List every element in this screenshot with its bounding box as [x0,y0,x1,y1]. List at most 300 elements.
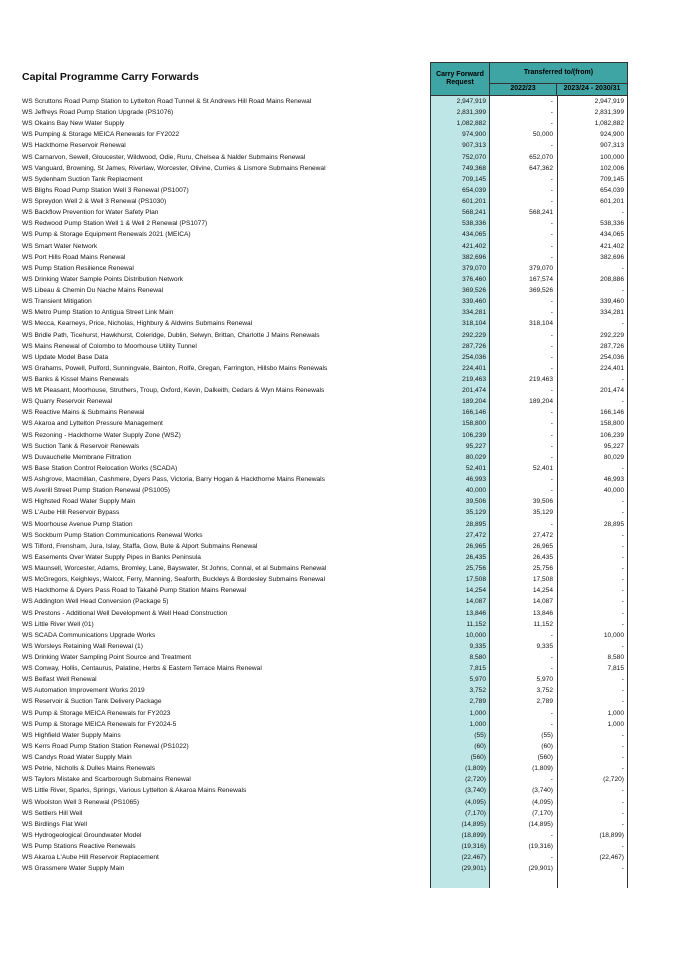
project-name-cell: WS Settlers Hill Well [22,809,83,817]
year-2022-23-cell: 568,241 [529,209,553,217]
year-2022-23-cell: - [550,776,553,784]
year-2023-2031-cell: - [621,865,624,873]
year-2023-2031-cell: 382,696 [600,253,624,261]
carry-forward-cell: (18,899) [461,831,486,839]
table-row [0,241,675,252]
year-2022-23-cell: (60) [541,742,553,750]
year-2023-2031-header: 2023/24 - 2030/31 [557,84,628,96]
project-name-cell: WS Kerrs Road Pump Station Station Renewal (PS1022) [22,742,189,750]
year-2023-2031-cell: (18,899) [599,831,624,839]
carry-forward-cell: 201,474 [462,387,486,395]
table-row [0,330,675,341]
table-row [0,129,675,140]
table-row [0,385,675,396]
carry-forward-cell: 421,402 [462,242,486,250]
project-name-cell: WS Port Hills Road Mains Renewal [22,253,126,261]
year-2023-2031-cell: - [621,542,624,550]
project-name-cell: WS Moorhouse Avenue Pump Station [22,520,133,528]
year-2022-23-cell: - [550,431,553,439]
year-2023-2031-cell: 10,000 [603,631,624,639]
table-row [0,318,675,329]
year-2023-2031-cell: (22,467) [599,854,624,862]
project-name-cell: WS Averill Street Pump Station Renewal (PS1005) [22,487,170,495]
year-2023-2031-cell: 601,201 [600,198,624,206]
project-name-cell: WS Duvauchelle Membrane Filtration [22,453,132,461]
project-name-cell: WS Mt Pleasant, Moorhouse, Struthers, Troup, Oxford, Kevin, Dalkeith, Cedars & Wyn Mains Renewals [22,387,325,395]
year-2023-2031-cell: 254,036 [600,353,624,361]
carry-forward-cell: (560) [470,754,486,762]
year-2023-2031-cell: - [621,809,624,817]
project-name-cell: WS Automation Improvement Works 2019 [22,687,145,695]
table-row [0,852,675,863]
project-name-cell: WS Addington Well Head Conversion (Package 5) [22,598,169,606]
project-name-cell: WS Pump & Storage MEICA Renewals for FY2023 [22,709,171,717]
table-row [0,608,675,619]
table-row [0,174,675,185]
year-2022-23-cell: - [550,342,553,350]
project-name-cell: WS Woolston Well 3 Renewal (PS1065) [22,798,140,806]
table-row [0,785,675,796]
carry-forward-cell: (1,809) [465,765,486,773]
project-name-cell: WS Transient Mitigation [22,298,92,306]
year-2022-23-cell: 14,087 [532,598,553,606]
table-row [0,474,675,485]
carry-forward-cell: (14,895) [461,820,486,828]
year-2023-2031-cell: 654,039 [600,186,624,194]
year-2022-23-cell: - [550,720,553,728]
project-name-cell: WS Ashgrove, Macmillan, Cashmere, Dyers Pass, Victoria, Barry Hogan & Hackthorne Mains Renewals [22,476,325,484]
project-name-cell: WS Jeffreys Road Pump Station Upgrade (PS1076) [22,109,174,117]
year-2023-2031-cell: - [621,509,624,517]
carry-forward-cell: (22,467) [461,854,486,862]
year-2023-2031-cell: - [621,787,624,795]
year-2022-23-cell: - [550,309,553,317]
year-2022-23-cell: 25,756 [532,565,553,573]
carry-forward-cell: 254,036 [462,353,486,361]
year-2023-2031-cell: - [621,209,624,217]
carry-forward-cell: (29,901) [461,865,486,873]
year-2023-2031-cell: - [621,287,624,295]
carry-forward-cell: 1,000 [469,709,486,717]
year-2023-2031-cell: 1,082,882 [594,120,624,128]
year-2022-23-cell: - [550,654,553,661]
carry-forward-cell: 2,789 [469,698,486,706]
carry-forward-cell: (19,316) [461,843,486,851]
project-name-cell: WS Sydenham Suction Tank Replacment [22,175,143,183]
project-name-cell: WS Quarry Reservoir Renewal [22,398,113,406]
year-2022-23-cell: - [550,331,553,339]
year-2023-2031-cell: - [621,609,624,617]
project-name-cell: WS Sockburn Pump Station Communications Renewal Works [22,531,203,539]
table-row [0,396,675,407]
carry-forward-cell: 434,065 [462,231,486,239]
year-2022-23-cell: 50,000 [532,131,553,139]
table-row [0,730,675,741]
carry-forward-cell: 2,831,399 [456,109,486,117]
year-2022-23-cell: (14,895) [528,820,553,828]
year-2023-2031-cell: - [621,376,624,383]
table-row [0,163,675,174]
year-2022-23-cell: - [550,231,553,239]
carry-forward-cell: 7,815 [469,665,486,673]
table-row [0,530,675,541]
year-2022-23-cell: 379,070 [529,264,553,272]
carry-forward-cell: 709,145 [462,175,486,183]
carry-forward-cell: 287,726 [462,342,486,350]
carry-forward-cell: 46,993 [465,476,486,484]
project-name-cell: WS Maunsell, Worcester, Adams, Bromley, Lane, Bayswater, St Johns, Connal, et al Submains Renewal [22,565,327,573]
table-row [0,830,675,841]
table-row [0,296,675,307]
carry-forward-cell: 379,070 [462,264,486,272]
project-name-cell: WS Scruttons Road Pump Station to Lyttelton Road Tunnel & St Andrews Hill Road Mains Renewal [22,98,312,105]
year-2022-23-cell: 369,526 [529,287,553,295]
project-name-cell: WS Reservoir & Suction Tank Delivery Package [22,698,162,706]
year-2023-2031-cell: - [621,398,624,406]
table-row [0,430,675,441]
table-row [0,752,675,763]
carry-forward-cell: (3,740) [465,787,486,795]
year-2023-2031-cell: 100,000 [600,153,624,161]
year-2022-23-cell: - [550,831,553,839]
carry-forward-cell: 14,087 [465,598,486,606]
carry-forward-cell: 28,895 [465,520,486,528]
carry-forward-cell: 1,082,882 [456,120,486,128]
year-2022-23-cell: 17,508 [532,576,553,584]
project-name-cell: WS Banks & Kissel Mains Renewals [22,376,129,383]
year-2023-2031-cell: 224,401 [600,364,624,372]
year-2023-2031-cell: 292,229 [600,331,624,339]
year-2023-2031-cell: (2,720) [603,776,624,784]
year-2022-23-cell: (560) [537,754,553,762]
table-row [0,485,675,496]
table-row [0,218,675,229]
table-row [0,185,675,196]
project-name-cell: WS Petrie, Nicholls & Dulles Mains Renewals [22,765,156,773]
year-2022-23-cell: 3,752 [536,687,553,695]
carry-forward-cell: 158,800 [462,420,486,428]
year-2022-23-cell: 647,362 [529,164,553,172]
carry-forward-cell: 80,029 [465,453,486,461]
year-2022-23-cell: - [550,854,553,862]
table-row [0,307,675,318]
year-2023-2031-cell: 46,993 [603,476,624,484]
table-row [0,229,675,240]
year-2022-23-cell: 219,463 [529,376,553,383]
year-2022-23-cell: - [550,175,553,183]
table-row [0,418,675,429]
project-name-cell: WS Mecca, Kearneys, Price, Nicholas, Highbury & Aldwins Submains Renewal [22,320,253,328]
carry-forward-cell: 14,254 [465,587,486,595]
table-row [0,452,675,463]
project-name-cell: WS Taylors Mistake and Scarborough Submains Renewal [22,776,191,784]
year-2022-23-cell: - [550,420,553,428]
project-name-cell: WS Backflow Prevention for Water Safety Plan [22,209,159,217]
year-2022-23-cell: 11,152 [533,620,553,628]
project-name-cell: WS Blighs Road Pump Station Well 3 Renewal (PS1007) [22,186,189,194]
project-name-cell: WS L'Aube Hill Reservoir Bypass [22,509,120,517]
carry-forward-cell: 17,508 [465,576,486,584]
project-name-cell: WS Highfield Water Supply Mains [22,731,121,739]
carry-forward-cell: 974,900 [462,131,486,139]
table-row [0,363,675,374]
carry-forward-cell: 10,000 [465,631,486,639]
project-name-cell: WS Spreydon Well 2 & Well 3 Renewal (PS1030) [22,198,167,206]
carry-forward-cell: (7,170) [465,809,486,817]
project-name-cell: WS Libeau & Chemin Du Nache Mains Renewal [22,287,164,295]
year-2023-2031-cell: - [621,642,624,650]
carry-forward-cell: 166,146 [462,409,486,417]
year-2022-23-cell: 167,574 [529,275,553,283]
carry-forward-cell: 749,368 [462,164,486,172]
year-2022-23-cell: 13,846 [532,609,553,617]
carry-forward-cell: 5,970 [469,676,486,684]
year-2023-2031-cell: 2,947,919 [594,98,624,105]
table-row [0,196,675,207]
carry-forward-cell: 369,526 [462,287,486,295]
table-title: Capital Programme Carry Forwards [22,71,199,83]
year-2023-2031-cell: - [621,565,624,573]
year-2022-23-cell: 2,789 [536,698,553,706]
project-name-cell: WS Drinking Water Sampling Point Source and Treatment [22,654,192,661]
year-2022-23-cell: 35,129 [532,509,553,517]
carry-forward-cell: 538,336 [462,220,486,228]
year-2023-2031-cell: 208,886 [600,275,624,283]
table-row [0,719,675,730]
carry-forward-cell: 25,756 [465,565,486,573]
carry-forward-cell: 8,580 [469,654,486,661]
year-2022-23-cell: 52,401 [532,464,553,472]
table-row [0,841,675,852]
year-2023-2031-cell: 287,726 [600,342,624,350]
year-2022-23-cell: - [550,120,553,128]
project-name-cell: WS Metro Pump Station to Antigua Street Link Main [22,309,174,317]
year-2023-2031-cell: - [621,320,624,328]
year-2023-2031-cell: - [621,598,624,606]
carry-forward-cell: 568,241 [462,209,486,217]
project-name-cell: WS Vanguard, Browning, St James, Riverlaw, Worcester, Olivine, Curries & Lismore Submains Renewal [22,164,326,172]
table-row [0,107,675,118]
project-name-cell: WS Suction Tank & Reservoir Renewals [22,442,140,450]
year-2023-2031-cell: 8,580 [607,654,624,661]
carry-forward-cell: (4,095) [465,798,486,806]
project-name-cell: WS SCADA Communications Upgrade Works [22,631,156,639]
year-2023-2031-cell: 1,000 [607,709,624,717]
year-2022-23-cell: - [550,476,553,484]
year-2023-2031-cell: 924,900 [600,131,624,139]
year-2022-23-cell: 5,970 [536,676,553,684]
year-2023-2031-cell: 201,474 [600,387,624,395]
carry-forward-cell: 382,696 [462,253,486,261]
carry-forward-cell: 1,000 [469,720,486,728]
project-name-cell: WS Hackthorne Reservoir Renewal [22,142,126,150]
carry-forward-cell: 26,965 [465,542,486,550]
year-2022-23-cell: (7,170) [532,809,553,817]
carry-forward-header: Carry Forward Request [430,62,490,96]
year-2022-23-cell: 189,204 [529,398,553,406]
year-2022-23-cell: - [550,520,553,528]
year-2022-23-cell: - [550,409,553,417]
year-2023-2031-cell: 339,460 [600,298,624,306]
year-2022-23-cell: - [550,142,553,150]
year-2022-23-cell: - [550,253,553,261]
year-2023-2031-cell: 95,227 [603,442,624,450]
table-row [0,341,675,352]
table-row [0,574,675,585]
table-row [0,263,675,274]
table-row [0,285,675,296]
year-2023-2031-cell: 538,336 [600,220,624,228]
table-row [0,808,675,819]
year-2022-23-cell: 14,254 [532,587,553,595]
project-name-cell: WS Akaroa L'Aube Hill Reservoir Replacement [22,854,159,862]
table-row [0,863,675,874]
year-2022-23-cell: (1,809) [532,765,553,773]
table-row [0,496,675,507]
carry-forward-cell: 601,201 [462,198,486,206]
table-row [0,563,675,574]
project-name-cell: WS Bridle Path, Ticehurst, Hawkhurst, Coleridge, Dublin, Selwyn, Brittan, Charlotte J Mains Renewals [22,331,320,339]
project-name-cell: WS Redwood Pump Station Well 1 & Well 2 Renewal (PS1077) [22,220,208,228]
project-name-cell: WS Highsted Road Water Supply Main [22,498,136,506]
year-2023-2031-cell: - [621,731,624,739]
project-name-cell: WS Grassmere Water Supply Main [22,865,125,873]
year-2023-2031-cell: - [621,587,624,595]
table-row [0,619,675,630]
year-2022-23-cell: (3,740) [532,787,553,795]
year-2022-23-cell: 9,335 [536,642,553,650]
year-2023-2031-cell: 158,800 [600,420,624,428]
year-2023-2031-cell: - [621,843,624,851]
year-2023-2031-cell: 102,006 [600,164,624,172]
carry-forward-cell: 27,472 [465,531,486,539]
project-name-cell: WS Tilford, Frensham, Jura, Islay, Staffa, Gow, Bute & Alport Submains Renewal [22,542,258,550]
carry-forward-cell: 339,460 [462,298,486,306]
table-row [0,207,675,218]
carry-forward-cell: 219,463 [462,376,486,383]
year-2023-2031-cell: 334,281 [600,309,624,317]
project-name-cell: WS Drinking Water Sample Points Distribution Network [22,275,183,283]
carry-forward-cell: (60) [474,742,486,750]
table-row [0,552,675,563]
table-row [0,463,675,474]
year-2022-23-cell: - [550,453,553,461]
year-2022-23-cell: - [550,98,553,105]
table-row [0,596,675,607]
project-name-cell: WS Okains Bay New Water Supply [22,120,125,128]
project-name-cell: WS Pump Stations Reactive Renewals [22,843,136,851]
table-row [0,763,675,774]
project-name-cell: WS Little River Well (01) [22,620,94,628]
carry-forward-cell: 35,129 [465,509,486,517]
year-2023-2031-cell: 40,000 [603,487,624,495]
project-name-cell: WS Reactive Mains & Submains Renewal [22,409,145,417]
carry-forward-cell: 376,460 [462,275,486,283]
year-2022-23-cell: - [550,364,553,372]
year-2022-23-cell: - [550,220,553,228]
project-name-cell: WS Candys Road Water Supply Main [22,754,132,762]
year-2023-2031-cell: - [621,676,624,684]
table-row [0,797,675,808]
carry-forward-cell: 292,229 [462,331,486,339]
year-2023-2031-cell: - [621,264,624,272]
project-name-cell: WS Birdlings Flat Well [22,820,88,828]
table-row [0,674,675,685]
table-row [0,708,675,719]
year-2022-23-cell: - [550,442,553,450]
project-name-cell: WS Smart Water Network [22,242,98,250]
year-2022-23-cell: 26,435 [532,553,553,561]
project-name-cell: WS Prestons - Additional Well Development & Well Head Construction [22,609,228,617]
table-row [0,774,675,785]
table-row [0,274,675,285]
year-2022-23-cell: - [550,109,553,117]
year-2023-2031-cell: 907,313 [600,142,624,150]
year-2023-2031-cell: - [621,498,624,506]
year-2022-23-cell: (29,901) [528,865,553,873]
table-row [0,352,675,363]
year-2022-23-cell: (19,316) [528,843,553,851]
carry-forward-cell: (55) [474,731,486,739]
year-2022-23-cell: 318,104 [529,320,553,328]
table-row [0,685,675,696]
carry-forward-cell: 52,401 [465,464,486,472]
project-name-cell: WS Hydrogeological Groundwater Model [22,831,142,839]
year-2023-2031-cell: - [621,742,624,750]
project-name-cell: WS Pump & Storage MEICA Renewals for FY2024-5 [22,720,177,728]
carry-forward-cell: 224,401 [462,364,486,372]
carry-forward-cell: 189,204 [462,398,486,406]
year-2022-23-cell: - [550,353,553,361]
year-2022-23-cell: - [550,631,553,639]
project-name-cell: WS Hackthorne & Dyers Pass Road to Takahē Pump Station Mains Renewal [22,587,247,595]
year-2023-2031-cell: - [621,698,624,706]
carry-forward-cell: 907,313 [462,142,486,150]
year-2023-2031-cell: - [621,553,624,561]
year-2022-23-cell: - [550,665,553,673]
carry-forward-cell: 26,435 [465,553,486,561]
year-2023-2031-cell: - [621,576,624,584]
project-name-cell: WS McGregors, Keighleys, Walcot, Ferry, Manning, Seaforth, Buckleys & Bordesley Submains Renewal [22,576,326,584]
year-2023-2031-cell: - [621,531,624,539]
year-2023-2031-cell: 7,815 [607,665,624,673]
project-name-cell: WS Worsleys Retaining Wall Renewal (1) [22,642,143,650]
year-2022-23-header: 2022/23 [490,84,557,96]
year-2023-2031-cell: - [621,754,624,762]
year-2022-23-cell: (4,095) [532,798,553,806]
project-name-cell: WS Mains Renewal of Colombo to Moorhouse Utility Tunnel [22,342,197,350]
carry-forward-cell: 2,947,919 [456,98,486,105]
carry-forward-cell: 40,000 [465,487,486,495]
project-name-cell: WS Pumping & Storage MEICA Renewals for FY2022 [22,131,180,139]
project-name-cell: WS Little River, Sparks, Springs, Various Lyttelton & Akaroa Mains Renewals [22,787,247,795]
carry-forward-cell: 39,506 [465,498,486,506]
carry-forward-cell: (2,720) [465,776,486,784]
year-2022-23-cell: - [550,709,553,717]
year-2023-2031-cell: - [621,765,624,773]
table-row [0,441,675,452]
year-2022-23-cell: - [550,298,553,306]
table-row [0,696,675,707]
table-row [0,152,675,163]
year-2023-2031-cell: 28,895 [603,520,624,528]
carry-forward-cell: 752,070 [462,153,486,161]
table-row [0,519,675,530]
table-row [0,641,675,652]
project-name-cell: WS Pump & Storage Equipment Renewals 2021 (MEICA) [22,231,191,239]
project-name-cell: WS Update Model Base Data [22,353,109,361]
year-2023-2031-cell: - [621,464,624,472]
